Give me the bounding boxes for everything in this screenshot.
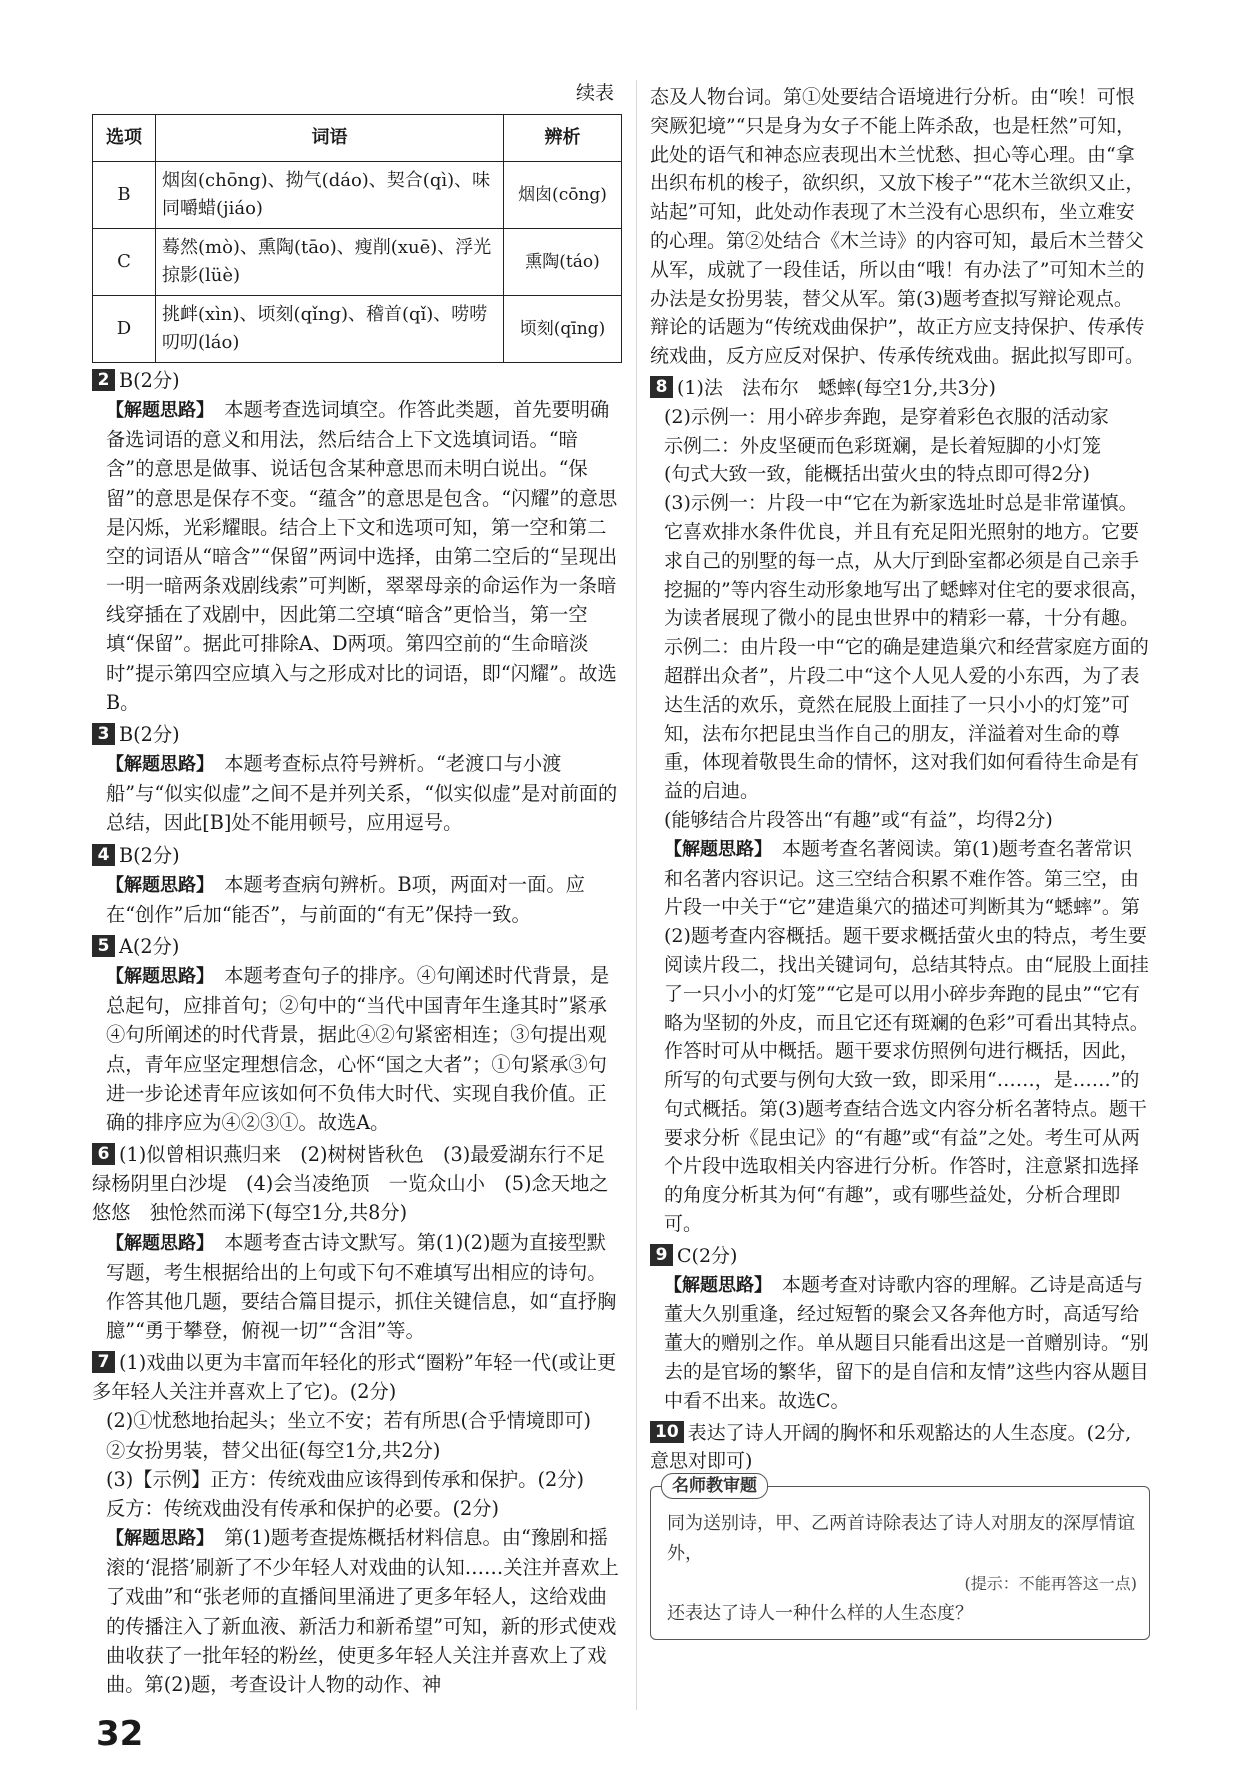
- teacher-review-question-end: 还表达了诗人一种什么样的人生态度？: [667, 1603, 973, 1625]
- solution-label: 【解题思路】: [106, 874, 205, 896]
- answer-line: [650, 1419, 1150, 1477]
- solution-label: 【解题思路】: [106, 754, 205, 776]
- teacher-review-hint: (提示：不能再答这一点): [964, 1574, 1137, 1594]
- solution-label: 【解题思路】: [106, 400, 205, 422]
- right-answer-list: [650, 83, 1150, 1476]
- answer-text: (3)【示例】正方：传统戏曲应该得到传承和保护。(2分): [106, 1467, 585, 1491]
- answer-text: 表达了诗人开阔的胸怀和乐观豁达的人生态度。(2分,意思对即可): [650, 1421, 1132, 1473]
- table-header: 选项: [93, 115, 156, 162]
- table-header: 辨析: [504, 115, 622, 162]
- left-column: [92, 80, 625, 1699]
- question-number-badge: 2: [92, 369, 115, 391]
- solution-label: 【解题思路】: [664, 838, 763, 860]
- answer-line: [92, 841, 622, 870]
- table-cell-option: B: [93, 162, 156, 229]
- answer-text: (1)似曾相识燕归来 (2)树树皆秋色 (3)最爱湖东行不足 绿杨阴里白沙堤 (4)会当凌绝顶 一览众山小 (5)念天地之悠悠 独怆然而涕下(每空1分,共8分): [92, 1143, 625, 1225]
- solution-label: 【解题思路】: [664, 1274, 763, 1296]
- table-cell-option: D: [93, 296, 156, 363]
- right-column: [650, 80, 1150, 1640]
- table-cell-words: 蓦然(mò)、熏陶(tāo)、瘦削(xuē)、浮光掠影(lüè): [156, 229, 504, 296]
- solution-label: 【解题思路】: [106, 1528, 205, 1550]
- answer-line: [92, 720, 622, 749]
- answer-line: [92, 366, 622, 395]
- answer-continuation: 态及人物台词。第①处要结合语境进行分析。由“唉！可恨突厥犯境”“只是身为女子不能上阵杀敌，也是枉然”可知，此处的语气和神态应表现出木兰忧愁、担心等心理。由“拿出织布机的梭子，欲织织，又放下梭子”“花木兰欲织又止，站起”可知，此处动作表现了木兰没有心思织布，坐立难安的心理。第②处结合《木兰诗》的内容可知，最后木兰替父从军，成就了一段佳话，所以由“哦！有办法了”可知木兰的办法是女扮男装，替父从军。第(3)题考查拟写辩论观点。辩论的话题为“传统戏曲保护”，故正方应支持保护、传承传统戏曲，反方应反对保护、传承传统戏曲。据此拟写即可。: [650, 86, 1145, 368]
- answer-item: [650, 1419, 1150, 1477]
- solution-explanation: [650, 1271, 1150, 1416]
- question-number-badge: 9: [650, 1244, 673, 1266]
- table-cell-words: 烟囱(chōng)、拗气(dáo)、契合(qì)、味同嚼蜡(jiáo): [156, 162, 504, 229]
- answer-item: [92, 720, 622, 838]
- answer-text: 反方：传统戏曲没有传承和保护的必要。(2分): [106, 1496, 500, 1520]
- answer-choice: B(2分): [119, 369, 180, 392]
- answer-text: (1)戏曲以更为丰富而年轻化的形式“圈粉”年轻一代(或让更多年轻人关注并喜欢上了它)。(2分): [92, 1351, 617, 1404]
- solution-explanation: [92, 961, 622, 1137]
- answer-choice: A(2分): [119, 934, 180, 958]
- answer-line: [650, 374, 1150, 403]
- answer-item: [92, 932, 622, 1137]
- solution-text: 本题考查名著阅读。第(1)题考查名著常识和名著内容识记。这三空结合积累不难作答。第三空，由片段一中关于“它”建造巢穴的描述可判断其为“蟋蟀”。第(2)题考查内容概括。题干要求概括萤火虫的特点，考生要阅读片段二，找出关键词句，总结其特点。由“屁股上面挂了一只小小的灯笼”“它是可以用小碎步奔跑的昆虫”“它有略为坚韧的外皮，而且它还有斑斓的色彩”可看出其特点。作答时可从中概括。题干要求仿照例句进行概括，因此，所写的句式要与例句大致一致，即采用“……，是……”的句式概括。第(3)题考查结合选文内容分析名著特点。题干要求分析《昆虫记》的“有趣”或“有益”之处。考生可从两个片段中选取相关内容进行分析。作答时，注意紧扣选择的角度分析其为何“有趣”，或有哪些益处，分析合理即可。: [664, 837, 1149, 1236]
- solution-explanation: [92, 870, 622, 929]
- answer-item: [92, 366, 622, 717]
- continued-label: 续表: [575, 82, 614, 104]
- solution-explanation: [650, 835, 1150, 1239]
- column-divider: [636, 80, 637, 1710]
- solution-label: 【解题思路】: [106, 966, 205, 988]
- answer-choice: B(2分): [119, 843, 180, 867]
- question-number-badge: 10: [650, 1421, 684, 1443]
- answer-item: [92, 1140, 625, 1345]
- table-header-row: [93, 115, 622, 162]
- answer-item: [92, 1348, 622, 1699]
- answer-choice: B(2分): [119, 722, 180, 746]
- answer-text: (2)示例一：用小碎步奔跑，是穿着彩色衣服的活动家: [664, 405, 1109, 428]
- solution-explanation: [92, 1228, 622, 1346]
- answer-line: [92, 932, 622, 961]
- answer-text: (1)法 法布尔 蟋蟀(每空1分,共3分): [677, 376, 996, 399]
- teacher-review-label: 名师教审题: [661, 1473, 768, 1499]
- answer-line: [92, 1348, 622, 1406]
- table-cell-words: 挑衅(xìn)、顷刻(qǐng)、稽首(qǐ)、唠唠叨叨(láo): [156, 296, 504, 363]
- question-number-badge: 5: [92, 935, 115, 957]
- solution-text: 本题考查病句辨析。B项，两面对一面。应在“创作”后加“能否”，与前面的“有无”保持一致。: [106, 872, 585, 926]
- solution-explanation: [92, 395, 622, 717]
- solution-text: 本题考查古诗文默写。第(1)(2)题为直接型默写题，考生根据给出的上句或下句不难填写出相应的诗句。作答其他几题，要结合篇目提示，抓住关键信息，如“直抒胸臆”“勇于攀登，俯视一切”“含泪”等。: [106, 1230, 617, 1342]
- solution-text: 本题考查对诗歌内容的理解。乙诗是高适与董大久别重逢，经过短暂的聚会又各奔他方时，高适写给董大的赠别之作。单从题目只能看出这是一首赠别诗。“别去的是官场的繁华，留下的是自信和友情”这些内容从题目中看不出来。故选C。: [664, 1273, 1149, 1412]
- answer-text: (句式大致一致，能概括出萤火虫的特点即可得2分): [664, 463, 1090, 486]
- answer-text: (3)示例一：片段一中“它在为新家选址时总是非常谨慎。它喜欢排水条件优良，并且有充足阳光照射的地方。它要求自己的别墅的每一点，从大厅到卧室都必须是自己亲手挖掘的”等内容生动形象地写出了蟋蟀对住宅的要求很高，为读者展现了微小的昆虫世界中的精彩一幕，十分有趣。: [664, 492, 1149, 630]
- answer-table: [92, 114, 622, 363]
- solution-text: 第(1)题考查提炼概括材料信息。由“豫剧和摇滚的‘混搭’刷新了不少年轻人对戏曲的认知……关注并喜欢上了戏曲”和“张老师的直播间里涌进了更多年轻人，这给戏曲的传播注入了新血液、新活力和新希望”可知，新的形式使戏曲收获了一批年轻的粉丝，使更多年轻人关注并喜欢上了戏曲。第(2)题，考查设计人物的动作、神: [106, 1526, 619, 1696]
- solution-text: 本题考查句子的排序。④句阐述时代背景，是总起句，应排首句；②句中的“当代中国青年生逢其时”紧承④句所阐述的时代背景，据此④②句紧密相连；③句提出观点，青年应坚定理想信念，心怀“国之大者”；①句紧承③句进一步论述青年应该如何不负伟大时代、实现自我价值。正确的排序应为④②③①。故选A。: [106, 964, 610, 1134]
- answer-text: 示例二：由片段一中“它的确是建造巢穴和经营家庭方面的超群出众者”，片段二中“这个人见人爱的小东西，为了表达生活的欢乐，竟然在屁股上面挂了一只小小的灯笼”可知，法布尔把昆虫当作自己的朋友，洋溢着对生命的尊重，体现着敬畏生命的情怀，这对我们如何看待生命是有益的启迪。: [664, 636, 1149, 803]
- teacher-review-box: [650, 1476, 1150, 1640]
- answer-text: (能够结合片段答出“有趣”或“有益”，均得2分): [664, 808, 1053, 831]
- table-row: [93, 296, 622, 363]
- solution-text: 本题考查选词填空。作答此类题，首先要明确备选词语的意义和用法，然后结合上下文选填词语。“暗含”的意思是做事、说话包含某种意思而未明白说出。“保留”的意思是保存不变。“蕴含”的意思是包含。“闪耀”的意思是闪烁，光彩耀眼。结合上下文和选项可知，第一空和第二空的词语从“暗含”“保留”两词中选择，由第二空后的“呈现出一明一暗两条戏剧线索”可判断，翠翠母亲的命运作为一条暗线穿插在了戏剧中，因此第二空填“暗含”更恰当，第一空填“保留”。据此可排除A、D两项。第四空前的“生命暗淡时”提示第四空应填入与之形成对比的词语，即“闪耀”。故选B。: [106, 398, 618, 714]
- answer-item: [92, 841, 622, 929]
- answer-choice: C(2分): [677, 1244, 738, 1267]
- solution-text: 本题考查标点符号辨析。“老渡口与小渡船”与“似实似虚”之间不是并列关系，“似实似虚”是对前面的总结，因此[B]处不能用顿号，应用逗号。: [106, 752, 618, 835]
- question-number-badge: 6: [92, 1143, 115, 1165]
- table-row: [93, 229, 622, 296]
- teacher-review-question: 同为送别诗，甲、乙两首诗除表达了诗人对朋友的深厚情谊外，: [667, 1513, 1135, 1565]
- solution-label: 【解题思路】: [106, 1232, 205, 1254]
- table-cell-analysis: 顷刻(qīng): [504, 296, 622, 363]
- answer-item: [650, 83, 1150, 371]
- answer-item: [650, 1242, 1150, 1416]
- answer-line: [92, 1140, 625, 1227]
- answer-text: (2)①忧愁地抬起头；坐立不安；若有所思(合乎情境即可): [106, 1409, 592, 1433]
- table-cell-analysis: 熏陶(táo): [504, 229, 622, 296]
- table-header: 词语: [156, 115, 504, 162]
- question-number-badge: 8: [650, 376, 673, 398]
- answer-text: ②女扮男装，替父出征(每空1分,共2分): [106, 1438, 441, 1462]
- left-answer-list: [92, 366, 625, 1699]
- question-number-badge: 7: [92, 1351, 115, 1373]
- answer-item: [650, 374, 1150, 1239]
- solution-explanation: [92, 749, 622, 837]
- answer-text: 示例二：外皮坚硬而色彩斑斓，是长着短脚的小灯笼: [664, 434, 1102, 457]
- solution-explanation: [92, 1523, 622, 1699]
- question-number-badge: 3: [92, 723, 115, 745]
- answer-line: [650, 1242, 1150, 1271]
- table-cell-option: C: [93, 229, 156, 296]
- table-row: [93, 162, 622, 229]
- question-number-badge: 4: [92, 844, 115, 866]
- page-number: 32: [96, 1714, 144, 1754]
- table-cell-analysis: 烟囱(cōng): [504, 162, 622, 229]
